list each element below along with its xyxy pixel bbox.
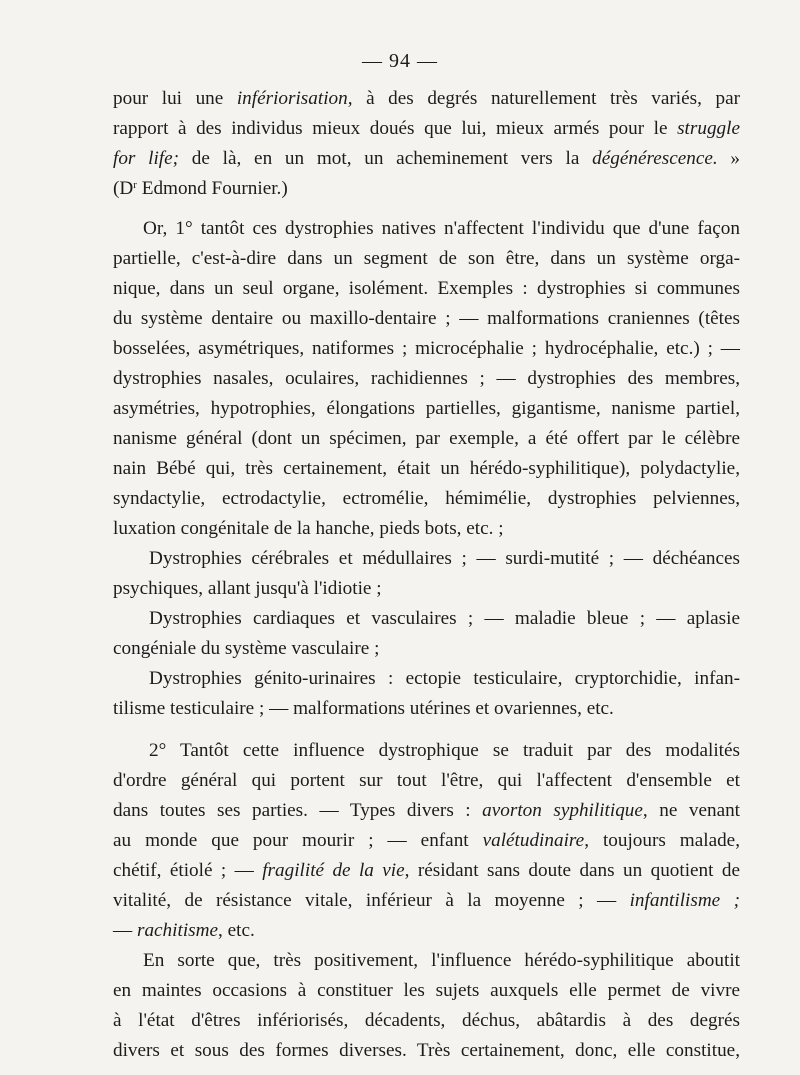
text-line (113, 976, 740, 1006)
text-run: dans toutes ses parties. — Types divers : (113, 800, 483, 821)
text-run: pour lui une (113, 88, 237, 109)
text-line (113, 364, 740, 394)
text-run: vitalité, de résistance vitale, inférieur à la moyenne ; — (113, 890, 630, 911)
text-line (113, 304, 740, 334)
text-line (113, 84, 740, 114)
italic-text-run: for life; (113, 148, 180, 169)
text-run: — (113, 920, 137, 941)
text-run: , etc. (218, 920, 255, 941)
text-line (149, 664, 740, 694)
italic-text-run: fragilité de la vie (262, 860, 405, 881)
text-line (113, 886, 740, 916)
text-line (113, 144, 740, 174)
text-run: En sorte que, très positivement, l'influence hérédo-syphilitique aboutit (143, 950, 740, 971)
text-run: , ne venant (642, 800, 741, 821)
text-line (113, 1006, 740, 1036)
text-run: congéniale du système vasculaire ; (113, 638, 380, 659)
text-run: , résidant sans doute dans un quotient de (404, 860, 740, 881)
text-line (149, 604, 740, 634)
italic-text-run: valétudinaire (482, 830, 585, 851)
text-line (113, 274, 740, 304)
text-line (113, 1036, 740, 1066)
text-run: chétif, étiolé ; — (113, 860, 263, 881)
text-line (113, 694, 740, 724)
text-line (143, 214, 740, 244)
text-line (113, 454, 740, 484)
text-line (113, 114, 740, 144)
text-run: asymétries, hypotrophies, élongations partielles, gigantisme, nanisme partiel, (113, 398, 740, 419)
text-run: luxation congénitale de la hanche, pieds bots, etc. ; (113, 518, 504, 539)
text-run: Dystrophies cérébrales et médullaires ; — surdi-mutité ; — déchéances (149, 548, 740, 569)
italic-text-run: dégénérescence. (592, 148, 718, 169)
text-run: Edmond Fournier.) (136, 178, 288, 199)
text-line (113, 334, 740, 364)
text-run: divers et sous des formes diverses. Très certainement, donc, elle constitue, (113, 1040, 740, 1061)
text-run: bosselées, asymétriques, natiformes ; microcéphalie ; hydrocéphalie, etc.) ; — (113, 338, 740, 359)
text-line (149, 544, 740, 574)
text-line (113, 514, 740, 544)
text-line (113, 916, 740, 946)
text-run: Dystrophies génito-urinaires : ectopie testiculaire, cryptorchidie, infan- (149, 668, 740, 689)
text-line (113, 574, 740, 604)
text-line (113, 856, 740, 886)
text-line (149, 736, 740, 766)
text-run: tilisme testiculaire ; — malformations utérines et ovariennes, etc. (113, 698, 614, 719)
text-line (113, 174, 740, 204)
text-run: partielle, c'est-à-dire dans un segment de son être, dans un système orga- (113, 248, 740, 269)
italic-text-run: rachitisme (136, 920, 218, 941)
text-line (113, 394, 740, 424)
text-line (113, 634, 740, 664)
text-run: psychiques, allant jusqu'à l'idiotie ; (113, 578, 382, 599)
page-number: — 94 — (362, 50, 438, 72)
text-run: rapport à des individus mieux doués que lui, mieux armés pour le (113, 118, 678, 139)
text-run: à l'état d'êtres infériorisés, décadents, déchus, abâtardis à des degrés (113, 1010, 740, 1031)
text-run: du système dentaire ou maxillo-dentaire ; — malformations craniennes (têtes (113, 308, 740, 329)
text-run: 2° Tantôt cette influence dystrophique se traduit par des modalités (149, 740, 740, 761)
italic-text-run: infériorisation, (236, 88, 353, 109)
italic-text-run: infantilisme ; (629, 890, 740, 911)
text-run: syndactylie, ectrodactylie, ectromélie, hémimélie, dystrophies pelviennes, (113, 488, 740, 509)
text-run: au monde que pour mourir ; — enfant (113, 830, 483, 851)
superscript: r (133, 179, 137, 191)
text-run: d'ordre général qui portent sur tout l'être, qui l'affectent d'ensemble et (113, 770, 740, 791)
text-run: (D (113, 178, 134, 199)
text-line (113, 244, 740, 274)
text-line (113, 766, 740, 796)
text-run: Dystrophies cardiaques et vasculaires ; — maladie bleue ; — aplasie (149, 608, 740, 629)
text-run: à des degrés naturellement très variés, par (352, 88, 740, 109)
text-run: nique, dans un seul organe, isolément. Exemples : dystrophies si communes (113, 278, 740, 299)
text-run: , toujours malade, (584, 830, 740, 851)
text-line (113, 826, 740, 856)
text-run: nanisme général (dont un spécimen, par exemple, a été offert par le célèbre (113, 428, 740, 449)
text-line (143, 946, 740, 976)
text-run: dystrophies nasales, oculaires, rachidiennes ; — dystrophies des membres, (113, 368, 740, 389)
text-run: » (717, 148, 740, 169)
text-line (113, 484, 740, 514)
text-line (113, 796, 740, 826)
text-line (113, 424, 740, 454)
text-run: nain Bébé qui, très certainement, était un hérédo-syphilitique), polydactylie, (113, 458, 740, 479)
text-run: de là, en un mot, un acheminement vers la (179, 148, 593, 169)
text-run: en maintes occasions à constituer les sujets auxquels elle permet de vivre (113, 980, 740, 1001)
italic-text-run: struggle (677, 118, 740, 139)
text-run: Or, 1° tantôt ces dystrophies natives n'affectent l'individu que d'une façon (143, 218, 740, 239)
italic-text-run: avorton syphilitique (482, 800, 643, 821)
